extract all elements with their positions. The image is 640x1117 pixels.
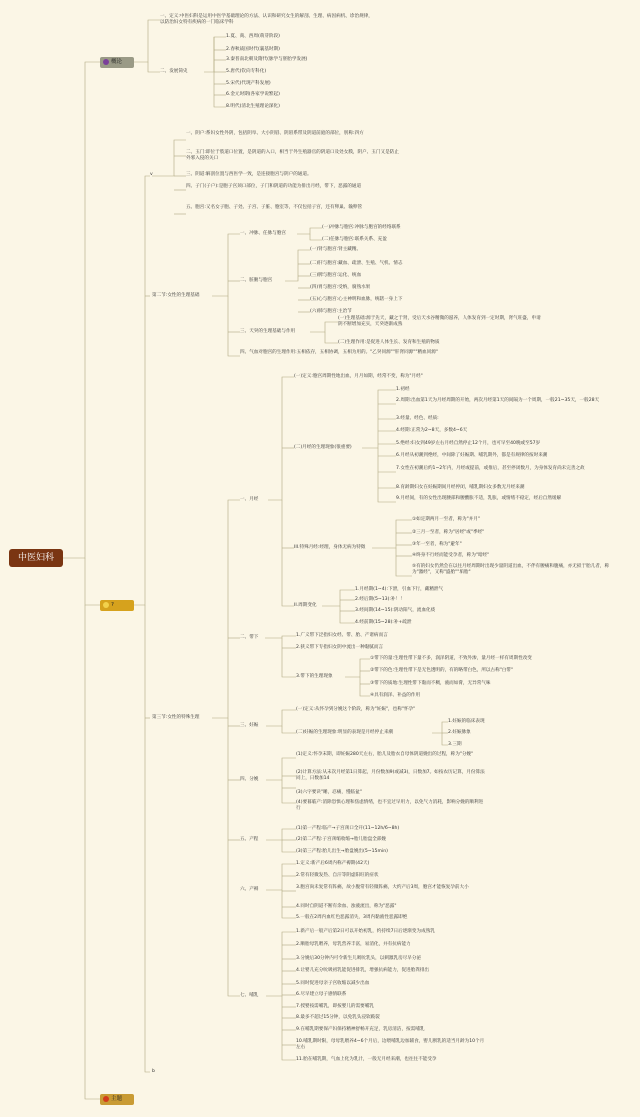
history-item: 8.明代(清北生殖理论深化)	[226, 104, 280, 109]
history-item: 5.唐代(钦向专科化)	[226, 69, 267, 74]
spec-item: ③年一至者，称为"避年"	[412, 542, 462, 547]
preg-label: 三、妊娠	[240, 723, 259, 728]
physio-c2-item: (一)肾与胞宫:肾主藏精。	[310, 247, 362, 252]
lact-item: 4.让婴儿充分吮吸初乳能促进排乳，增强抗病能力，促进胎粪排出	[296, 968, 430, 973]
history-item: 2.春秋战国时代(襄基时期)	[226, 47, 280, 52]
anatomy-item: 五、胞宫:又名女子胞、子处、子宫、子脏、胞室等，不仅包括子宫，还有卵巢、输卵管	[186, 205, 363, 210]
physio-c2-item: (二)肝与胞宫:藏血、疏泄、生殖、气机、情志	[310, 261, 403, 266]
anatomy-item: 四、子门(子户):是胞子宫颈口部位，子门和阴道的功能为排出月经，带下，恶露的通道	[186, 184, 362, 189]
lact-item: 3.分娩后30分钟内可令新生儿吸吮乳头，以刺激乳房尽早分泌	[296, 956, 422, 961]
phen-item: 7.女性在初潮后约1~2年内，月经或提前，或推后，甚至停闭数月，为身体发育尚未完善之故	[396, 466, 585, 471]
menses-cycle-label: II.周期变化	[294, 603, 317, 608]
history-item: 6.金元时期(各家学说繁起)	[226, 92, 280, 97]
physio-c2-item: (五)心与胞宫:心主神明和血脉，统辖一身上下	[310, 297, 403, 302]
history-item: 3.秦普南北朝及隋代(脉学与胚胎学发展)	[226, 57, 308, 62]
puerp-item: 4.同时自阴道不断有余血、浊液流出，称为"恶露"	[296, 904, 397, 909]
preg-sign: 1.妊娠的临床表现	[448, 719, 485, 724]
anatomy-item: 二、玉门:即位于肢道口位置，是阴道的入口，相当于外生殖器官的阴道口及处女膜，阴户、玉门又是防止外邪入侵的关口	[186, 150, 399, 162]
overview-definition: 一、定义:中医妇科是运用中医学基础理论的方法、认识和研究女生的解剖、生理、病因病机、诊治规律，以防治妇女特有疾病的一门临床学科	[160, 14, 373, 26]
stage-item: (1)第一产程:临产→子宫颈口全开(11~12h/6~8h)	[296, 826, 400, 831]
spec-item: ⑤有的妇女仍然会在以往月经周期时出现少量阴道出血，不伴有腰痛和腹痛，亦无损于胎儿者，称为"激经"，又称"盛胎""垢胎"	[412, 564, 610, 576]
physio-c2-item: (三)脾与胞宫:运化、统血	[310, 273, 362, 278]
menses-label: 一、月经	[240, 497, 259, 502]
physio-c2: 二、脏腑与胞宫	[240, 278, 273, 283]
preg-sign: 2.妊娠脉象	[448, 730, 471, 735]
branch-main[interactable]: ?	[100, 600, 134, 611]
phen-item: 2.周期:出血第1天为月经周期的开始，两次月经第1天的间隔为一个周期，一般21~35天，一般28天	[396, 398, 600, 403]
physio-c3-item: (二)生理作用:是促进人体生长、发育和生殖的物质	[338, 340, 440, 345]
gem-icon	[103, 602, 109, 608]
leuk-item: 2.狭义带下专指妇女阴中流出一种黏腻而言	[296, 645, 384, 650]
puerp-item: 3.胞宫尚未复常有阵痛，故小腹常有轻微阵痛，大约产后3周，胞宫才能恢复孕前大小	[296, 885, 469, 890]
lact-item: 7.授婴按需哺乳，即按婴儿的需要哺乳	[296, 1004, 374, 1009]
preg-sign: 3.三期	[448, 742, 462, 747]
stage-item: (3)第三产程:胎儿出生→胎盘娩出(5~15min)	[296, 849, 388, 854]
lact-item: 5.同时促进母亲子宫收缩以减少出血	[296, 981, 370, 986]
lact-item: 11.胎在哺乳期，气血上化为乳汁，一般无月经来潮，也往往不能受孕	[296, 1057, 437, 1062]
flag-icon	[103, 1096, 109, 1102]
puerp-label: 六、产褥	[240, 887, 259, 892]
lact-item: 6.尽早建立母子感情联系	[296, 992, 347, 997]
phen-item: 9.月经间，有的女性出现腰部和腰酸胀不适，乳胀，或情绪不稳定，经后自然缓解	[396, 496, 562, 501]
labor-item: (3)六字要诀"睡，忍痛，慢临盆"	[296, 790, 362, 795]
overview-history-label: 二、发展简史	[160, 69, 188, 74]
labor-item: (1)定义:怀孕末期，即妊娠280天左右，胎儿及胎衣自母体阴道娩出的过程，称为"分娩"	[296, 752, 474, 757]
phen-item: 4.经期:正常为2~8天，多数4~6天	[396, 428, 468, 433]
labor-item: (2)计算方法:从末次月经第1日算起，月份数加9(或减3)，日数加7。如按农历记算，月份算法同上，日数加14	[296, 770, 485, 782]
lact-item: 8.最多不超过15分钟，以免乳头浸软皲裂	[296, 1015, 380, 1020]
spec-item: ②三月一至者，称为"居经"或"季经"	[412, 530, 485, 535]
preg-item: (一)定义:从怀孕到分娩这个阶段，称为"妊娠"，也称"怀孕"	[296, 707, 416, 712]
physio-c1-item: (二)任脉与胞宫:联系关系、充盈	[322, 237, 387, 242]
leuk-phys-label: 3.带下的生理现象	[296, 674, 333, 679]
labor-item: (4)要暮临产:消除恐惧心理和焦虑情绪，也不宜过早用力，以免气力消耗，影响分娩的顺利进行	[296, 800, 484, 812]
branch-topic[interactable]: 主题	[100, 1094, 134, 1105]
tail-marker: b	[152, 1069, 155, 1074]
stage-item: (2)第二产程:子宫颈缩收缩→胎儿胎盘全部娩	[296, 837, 386, 842]
menses-spec-label: III.特殊月经:经理，身体无病为特徵	[294, 545, 366, 550]
leuk-phys-item: ②带下的色:生理性带下是无色透明的，有的略带白色，所以古称"白带"	[370, 668, 514, 673]
anatomy-marker: v	[150, 172, 153, 177]
branch-overview[interactable]: 概论	[100, 57, 134, 68]
leuk-item: 1.广义带下泛指妇女经、带、胎、产诸病而言	[296, 633, 388, 638]
physio-c2-item: (六)肺与胞宫:主治节	[310, 309, 352, 314]
stages-label: 五、产程	[240, 837, 259, 842]
phen-item: 5.绝经:妇女到49岁左右月经自然停止12个月，也可早至40晚或至57岁	[396, 441, 541, 446]
anatomy-item: 三、阴道:解剖位置与西医学一致，是连接胞宫与阴户的通道。	[186, 172, 312, 177]
puerp-item: 2.常有轻微发热、自汗等阴虚阳旺的症状	[296, 873, 379, 878]
spec-item: ④终身不行经而能受孕者，称为"暗经"	[412, 553, 490, 558]
history-item: 1.夏、商、西周(萌芽阶段)	[226, 34, 280, 39]
lact-label: 七、哺乳	[240, 993, 259, 998]
leuk-phys-item: ①带下的量:生理性带下量不多，润泽阴道，不致外渗，量月经一样有周期性改变	[370, 656, 532, 661]
menses-phen-label: (二)月经的生理现象(很重要)	[294, 445, 352, 450]
tulip-icon	[103, 59, 109, 65]
physio-c1: 一、冲脉、任脉与胞宫	[240, 231, 286, 236]
leuk-phys-item: ④具有润泽、补益的作用	[370, 693, 421, 698]
physio-c1-item: (一)冲脉与胞宫:冲脉与胞宫的经络联系	[322, 225, 401, 230]
section-special: 第三节:女性的特殊生理	[152, 715, 200, 720]
phen-item: 6.月经从初潮到绝经，中间除了妊娠期、哺乳期外，都是有规律的按时来潮	[396, 453, 548, 458]
puerp-item: 1.定义:新产后6周内称产褥期(42天)	[296, 861, 370, 866]
root-topic[interactable]: 中医妇科	[9, 549, 63, 567]
phen-item: 1.初经	[396, 387, 410, 392]
menses-def: (一)定义:胞宫周期性地出血，月月如期，经常不变，称为"月经"	[294, 374, 423, 379]
spec-item: ①如定期两月一至者，称为"并月"	[412, 517, 481, 522]
puerp-item: 5.一般在2周内血红色恶露消失，3周内黏液性恶露即绝	[296, 915, 408, 920]
anatomy-item: 一、阴户:系妇女性外阴，包括阴阜、大小阴唇、阴唇系带及阴道前庭的部位，别称:四方	[186, 131, 364, 136]
cycle-item: 2.经后期(5~13):补！！	[355, 597, 405, 602]
labor-label: 四、分娩	[240, 777, 259, 782]
physio-c3: 三、天癸的生理基础与作用	[240, 329, 296, 334]
phen-item: 3.经量、经色、经质:	[396, 416, 439, 421]
history-item: 5.宋代(代现产科发展)	[226, 81, 271, 86]
leuk-phys-item: ③带下的质地:生理性带下黏而不稠，液而如膏，无异常气味	[370, 681, 491, 686]
cycle-item: 1.月经期(1~4):下泄，引血下行，藏精泄气	[355, 587, 444, 592]
physio-c4: 四、气血对胞宫的生理作用:五相依存，五相协调，五相为用的。"乙癸同源""肝肾同源""精血同源"	[240, 350, 438, 355]
physio-c2-item: (四)胃与胞宫:受纳，腐熟水果	[310, 285, 371, 290]
phen-item: 8.育龄期妇女在妊娠期间月经停闭，哺乳期妇女多数无月经来潮	[396, 485, 525, 490]
lact-item: 1.新产后一般产后第2日可以开始初乳，约持续7日后逐渐变为成熟乳	[296, 929, 435, 934]
cycle-item: 4.经前期(15~28):补+疏泄	[355, 620, 412, 625]
lact-item: 10.哺乳期时限，母母乳喂养4~6个月后，边喂哺乳边加辅食，婴儿断乳的适当月龄为10个月左右	[296, 1039, 485, 1051]
cycle-item: 3.经间期(14~15):阴动阳气，流血化痰	[355, 608, 436, 613]
leuk-label: 二、带下	[240, 635, 259, 640]
lact-item: 9.在哺乳期要保产妇保持精神舒畅开充足，乳房清洁，按需哺乳	[296, 1027, 425, 1032]
section-physiology: 第二节:女性的生理基础	[152, 293, 200, 298]
physio-c3-item: (一)生理基础:源于先天，藏之于肾，受后天水谷精微的滋养，人体发育到一定时期，肾气旺盛，申请阴不断增加充实，天癸逐渐成熟	[338, 316, 541, 328]
preg-item: (二)妊娠的生理现象:明显的表现是月经停止来潮	[296, 730, 394, 735]
lact-item: 2.顺胎母乳喂养，母乳营养丰富，易消化，并有抗病能力	[296, 942, 411, 947]
